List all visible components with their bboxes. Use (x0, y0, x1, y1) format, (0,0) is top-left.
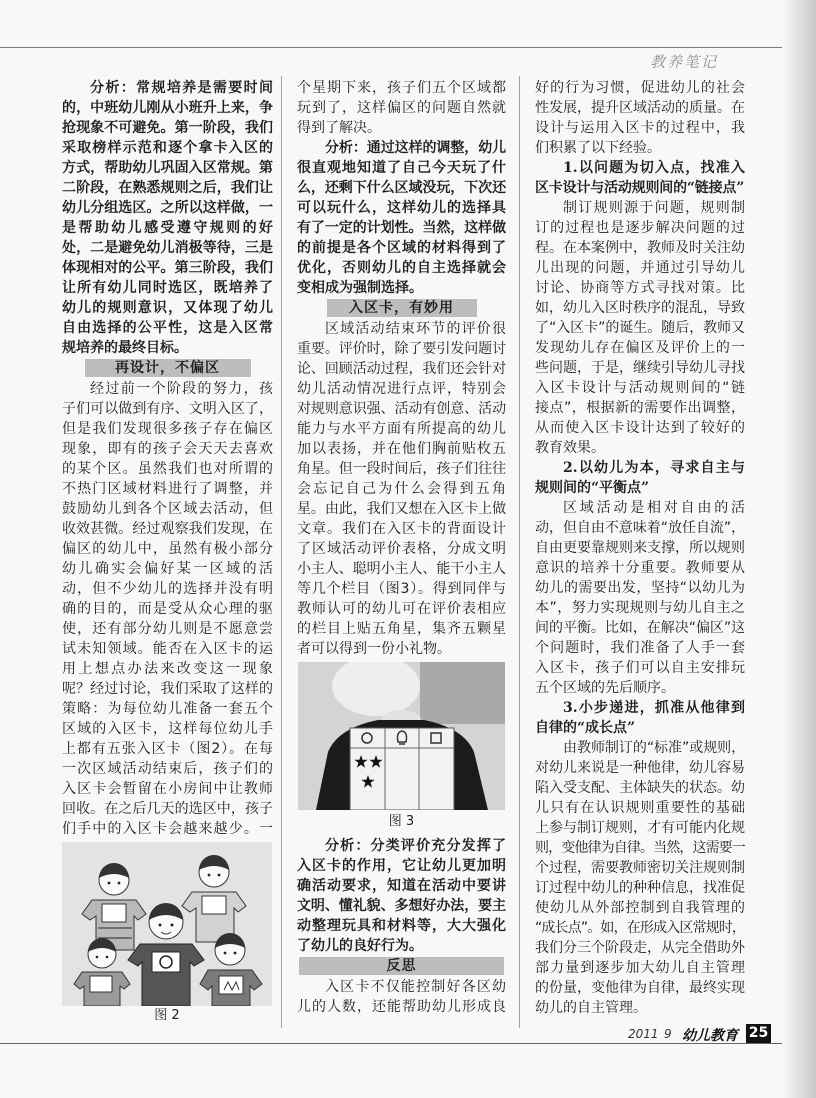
text-line: 自由选择的公平性，这是入区常 (62, 320, 273, 336)
text-line: 订的过程也是逐步解决问题的过 (535, 220, 745, 236)
text-line: 的前提是各个区域的材料得到了 (297, 240, 506, 256)
text-line: 小主人、聪明小主人、能干小主人 (297, 561, 506, 577)
point-title-3 (535, 698, 745, 738)
footer-year: 2011 (628, 1027, 659, 1041)
text-line: 经过前一个阶段的努力，孩 (90, 381, 273, 397)
text-line: 个问题时，我们准备了人手一套 (535, 640, 745, 656)
section-heading (297, 957, 506, 977)
text-line: 让所有幼儿同时选区，既培养了 (62, 280, 273, 296)
text-line: 幼儿的规则意识，又体现了幼儿 (62, 300, 273, 316)
section-heading-text: 入区卡，有妙用 (327, 299, 477, 317)
figure-3-jacket-card-photo (298, 662, 505, 810)
text-line: 使幼儿从外部控制到自我管理的 (535, 900, 745, 916)
text-line: 教育效果。 (535, 440, 605, 456)
text-line: 教师认可的幼儿可在评价表相应 (297, 601, 506, 617)
text-line: 幼儿的自主管理。 (535, 1000, 647, 1016)
text-line: 区域的入区卡，这样每位幼儿手 (62, 721, 273, 737)
text-line: 得到了解决。 (297, 120, 381, 136)
text-line: 我们分三个阶段走，从完全借助外 (535, 940, 745, 956)
text-line: 些问题，于是，继续引导幼儿寻找 (535, 360, 745, 376)
text-line: 如，幼儿入区时秩序的混乱，导致 (535, 300, 745, 316)
text-line: 的某个区。虽然我们也对所谓的 (62, 461, 273, 477)
text-line: 们手中的入区卡会越来越少。一 (62, 821, 273, 837)
text-line: 确的目的，而是受从众心理的驱 (62, 601, 273, 617)
text-line: 二阶段，在熟悉规则之后，我们让 (62, 180, 273, 196)
text-line: 幼儿活动情况进行点评，特别会 (297, 381, 506, 397)
text-line: 很直观地知道了自己今天玩了什 (297, 160, 506, 176)
text-line: 论、回顾活动过程，我们还会针对 (297, 361, 506, 377)
text-line: 等几个栏目（图3）。得到同伴与 (297, 581, 506, 597)
scan-gutter-shadow (782, 0, 816, 1098)
text-line: 入区卡，孩子们可以自主安排玩 (535, 660, 745, 676)
column-3 (535, 78, 745, 1018)
text-line: 间的平衡。比如，在解决“偏区”这 (535, 620, 745, 636)
text-line: “成长点”。如，在形成入区常规时， (535, 920, 745, 936)
text-line: 儿出现的问题，并通过引导幼儿 (535, 260, 745, 276)
column-1 (62, 78, 273, 839)
section-heading (62, 359, 273, 379)
text-line: 可以玩什么，这样幼儿的选择具 (297, 200, 506, 216)
figure-2-children-illustration (62, 842, 272, 1006)
text-line: 策略：为每位幼儿准备一套五个 (62, 701, 273, 717)
text-line: 们积累了以下经验。 (535, 140, 661, 156)
body-paragraph-continued (297, 78, 506, 138)
text-line: 鼓励幼儿到各个区域去活动，但 (62, 501, 273, 517)
text-line: 接点”，根据新的需要作出调整， (535, 400, 745, 416)
text-line: 上都有五张入区卡（图2）。在每 (62, 741, 273, 757)
text-line: 方式，帮助幼儿巩固入区常规。第 (62, 160, 273, 176)
text-line: 体现相对的公平。第三阶段，我们 (62, 260, 273, 276)
text-line: 部力量到逐步加大幼儿自主管理 (535, 960, 745, 976)
text-line: 幼儿分组选区。之所以这样做，一 (62, 200, 273, 216)
text-line: 区卡设计与活动规则间的“链接点” (535, 180, 745, 196)
text-line: 变相成为强制选择。 (297, 280, 423, 296)
text-line: 幼儿的需要出发，坚持“以幼儿为 (535, 580, 745, 596)
column-divider (281, 76, 282, 1028)
analysis-paragraph (297, 836, 506, 956)
text-line: 抢现象不可避免。第一阶段，我们 (62, 120, 273, 136)
text-line: 一次区域活动结束后，孩子们的 (62, 761, 273, 777)
point-title-2 (535, 458, 745, 498)
text-line: 规则间的“平衡点” (535, 480, 650, 496)
text-line: 分析：通过这样的调整，幼儿 (325, 140, 506, 156)
point-body-3 (535, 738, 745, 1018)
text-line: 了“入区卡”的诞生。随后，教师又 (535, 320, 745, 336)
text-line: 区域活动结束环节的评价很 (325, 321, 506, 337)
text-line: 优化，否则幼儿的自主选择就会 (297, 260, 506, 276)
body-paragraph (297, 319, 506, 659)
text-line: 不热门区域材料进行了调整，并 (62, 481, 273, 497)
text-line: 制订规则源于问题，规则制 (563, 200, 745, 216)
text-line: 入区卡设计与活动规则间的“链 (535, 380, 745, 396)
text-line: 会忘记自己为什么会得到五角 (297, 481, 506, 497)
text-line: 是帮助幼儿感受遵守规则的好 (62, 220, 273, 236)
text-line: 好的行为习惯，促进幼儿的社会 (535, 80, 745, 96)
section-heading-text: 反思 (299, 957, 504, 975)
text-line: 儿只有在认识规则重要性的基础 (535, 800, 745, 816)
text-line: 分析：分类评价充分发挥了 (325, 838, 506, 854)
text-line: 动，但自由不意味着“放任自流”， (535, 520, 745, 536)
text-line: 偏区的幼儿中，虽然有极小部分 (62, 541, 273, 557)
text-line: 能力与水平方面有所提高的幼儿 (297, 421, 506, 437)
text-line: 幼儿确实会偏好某一区域的活 (62, 561, 273, 577)
text-line: 程。在本案例中，教师及时关注幼 (535, 240, 745, 256)
text-line: 了区域活动评价表格，分成文明 (297, 541, 506, 557)
column-section-label: 教养笔记 (650, 53, 719, 71)
text-line: 3.小步递进，抓准从他律到 (563, 700, 745, 716)
figure-2-caption: 图 2 (154, 1008, 180, 1023)
text-line: 呢？经过讨论，我们采取了这样的 (62, 681, 273, 697)
evaluation-card (350, 728, 454, 810)
analysis-paragraph (62, 78, 273, 358)
text-line: 规培养的最终目标。 (62, 340, 188, 356)
text-line: 处，二是避免幼儿消极等待，三是 (62, 240, 273, 256)
column-divider (519, 76, 520, 1028)
header-rule (0, 47, 782, 48)
text-line: 分析：常规培养是需要时间 (90, 80, 273, 96)
text-line: 现象，即有的孩子会天天去喜欢 (62, 441, 273, 457)
text-line: 但是我们发现很多孩子存在偏区 (62, 421, 273, 437)
text-line: 角星。但一段时间后，孩子们往往 (297, 461, 506, 477)
body-paragraph-continued (535, 78, 745, 158)
text-line: 动整理玩具和材料等，大大强化 (297, 918, 506, 934)
text-line: 区域活动是相对自由的活 (563, 500, 745, 516)
point-body-2 (535, 498, 745, 698)
text-line: 上参与制订规则，才有可能内化规 (535, 820, 745, 836)
text-line: 了幼儿的良好行为。 (297, 938, 423, 954)
text-line: 使，还有部分幼儿则是不愿意尝 (62, 621, 273, 637)
text-line: 发现幼儿存在偏区及评价上的一 (535, 340, 745, 356)
text-line: 的份量，变他律为自律，最终实现 (535, 980, 745, 996)
text-line: 有了一定的计划性。当然，这样做 (297, 220, 506, 236)
text-line: 自律的“成长点” (535, 720, 636, 736)
text-line: 回收。在之后几天的选区中，孩子 (62, 801, 273, 817)
text-line: 星。由此，我们又想在入区卡上做 (297, 501, 506, 517)
analysis-paragraph (297, 138, 506, 298)
text-line: 者可以得到一份小礼物。 (297, 641, 451, 657)
text-line: 动，但不少幼儿的选择并没有明 (62, 581, 273, 597)
text-line: 由教师制订的“标准”或规则， (563, 740, 745, 756)
text-line: 陷入受支配、主体缺失的状态。幼 (535, 780, 745, 796)
text-line: 个星期下来，孩子们五个区域都 (297, 80, 506, 96)
text-line: 意识的培养十分重要。教师要从 (535, 560, 745, 576)
body-paragraph (62, 379, 273, 839)
section-heading (297, 299, 506, 319)
text-line: 儿的人数，还能帮助幼儿形成良 (297, 999, 506, 1015)
page-number: 25 (746, 1024, 771, 1043)
text-line: 本”，努力实现规则与幼儿自主之 (535, 600, 745, 616)
footer-rule (0, 1043, 782, 1044)
text-line: 收效甚微。经过观察我们发现，在 (62, 521, 273, 537)
point-body-1 (535, 198, 745, 458)
text-line: 玩到了，这样偏区的问题自然就 (297, 100, 506, 116)
text-line: 么，还剩下什么区域没玩，下次还 (297, 180, 506, 196)
figure-3-drawing (298, 662, 505, 810)
text-line: 自由更要靠规则来支撑，所以规则 (535, 540, 745, 556)
footer-magazine-name: 幼儿教育 (682, 1028, 738, 1044)
figure-3-caption: 图 3 (388, 814, 415, 829)
text-line: 入区卡不仅能控制好各区幼 (325, 979, 506, 995)
text-line: 则，变他律为自律。当然，这需要一 (535, 840, 745, 856)
text-line: 五个区域的先后顺序。 (535, 680, 675, 696)
text-line: 对规则意识强、活动有创意、活动 (297, 401, 506, 417)
text-line: 对幼儿来说是一种他律，幼儿容易 (535, 760, 745, 776)
point-title-1 (535, 158, 745, 198)
text-line: 从而使入区卡设计达到了较好的 (535, 420, 745, 436)
column-2 (297, 78, 506, 659)
footer-issue: 9 (664, 1027, 672, 1041)
text-line: 的栏目上贴五角星，集齐五颗星 (297, 621, 506, 637)
text-line: 重要。评价时，除了要引发问题讨 (297, 341, 506, 357)
column-2-lower (297, 836, 506, 1017)
text-line: 性发展，提升区域活动的质量。在 (535, 100, 745, 116)
text-line: 加以表扬，并在他们胸前贴枚五 (297, 441, 506, 457)
body-paragraph (297, 977, 506, 1017)
text-line: 入区卡的作用，它让幼儿更加明 (297, 858, 506, 874)
text-line: 设计与运用入区卡的过程中，我 (535, 120, 745, 136)
text-line: 文章。我们在入区卡的背面设计 (297, 521, 506, 537)
section-heading-text: 再设计，不偏区 (85, 359, 251, 377)
text-line: 2.以幼儿为本，寻求自主与 (563, 460, 745, 476)
text-line: 讨论、协商等方式寻找对策。比 (535, 280, 745, 296)
text-line: 试未知领域。能否在入区卡的运 (62, 641, 273, 657)
text-line: 个过程，需要教师密切关注规则制 (535, 860, 745, 876)
text-line: 用上想点办法来改变这一现象 (62, 661, 273, 677)
text-line: 的，中班幼儿刚从小班升上来，争 (62, 100, 273, 116)
text-line: 文明、懂礼貌、多想好办法，要主 (297, 898, 506, 914)
text-line: 确活动要求，知道在活动中要讲 (297, 878, 506, 894)
text-line: 子们可以做到有序、文明入区了， (62, 401, 273, 417)
figure-2-drawing (62, 842, 272, 1006)
text-line: 采取榜样示范和逐个拿卡入区的 (62, 140, 273, 156)
text-line: 订过程中幼儿的种种信息，找准促 (535, 880, 745, 896)
text-line: 1.以问题为切入点，找准入 (563, 160, 745, 176)
text-line: 入区卡会暂留在小房间中让教师 (62, 781, 273, 797)
